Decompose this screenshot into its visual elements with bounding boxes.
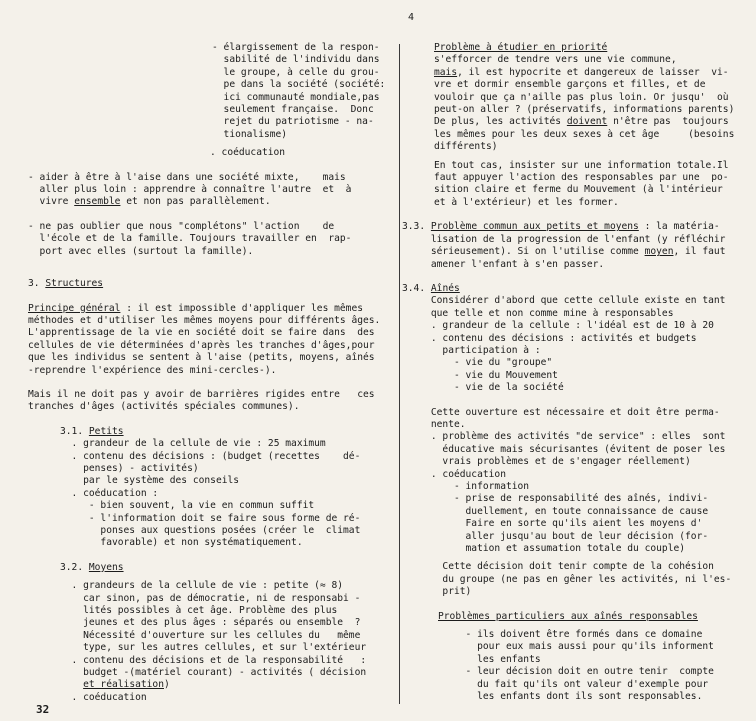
aines-body: Considérer d'abord que cette cellule existe en tant que telle et non comme mine à responsables . grandeur de la cellule : l'idéal est de 10 à 20 . contenu des décisions : activités et budgets participation à : - vie du "groupe" - vie du Mouvement - vie de la société [430, 295, 726, 394]
mixte-paragraph: - aider à être à l'aise dans une société mixte, mais aller plus loin : apprendre à connaître l'autre et à vivre ensemble et non pas parallèlement. [28, 171, 352, 208]
section-heading: 3. Structures [28, 278, 104, 290]
subsection-title: Moyens [88, 561, 124, 573]
particuliers-title: Problèmes particuliers aux aînés responsables [438, 610, 698, 622]
page-top-mark: 4 [408, 12, 415, 23]
commun-paragraph: 3.3. Problème commun aux petits et moyens : la matéria- lisation de la progression de l'enfant (y réfléchir sérieusement). Si on l'utilise comme moyen, il faut amener l'enfant à s'en passer. [402, 221, 726, 270]
intro-list [212, 42, 400, 160]
probleme-paragraph: s'efforcer de tendre vers une vie commune, mais, il est hypocrite et dangereux de laisser vi- vre et dormir ensemble garçons et filles, et de vouloir que ça n'aille pas plus loin. Or jusqu' où peut-on aller ? (préservatifs, informations parents) De plus, les activités doivent n'être pas toujours les mêmes pour les deux sexes à cet âge (besoins différents) [434, 54, 735, 153]
list-item: - élargissement de la respon- sabilité de l'individu dans le groupe, à celle du grou- pe dans la société (société: ici communauté mondiale,pas seulement française. Donc rejet du patriotisme - na- tionalisme) [212, 42, 386, 140]
petits-body: . grandeur de la cellule de vie : 25 maximum . contenu des décisions : (budget (recettes dé- penses) - activités) par le système des conseils . coéducation : - bien souvent, la vie en commun suffit - l'information doit se faire sous forme de ré- ponses aux questions posées (créer le climat favorable) et non systématiquement. [71, 438, 361, 549]
completons-paragraph: - ne pas oublier que nous "complétons" l'action de l'école et de la famille. Toujours travailler en rap- port avec elles (surtout la famille). [28, 220, 352, 257]
principe-label: Principe général [28, 302, 121, 314]
right-column [402, 42, 742, 704]
particuliers-body: - ils doivent être formés dans ce domaine pour eux mais aussi pour qu'ils informent les enfants - leur décision doit en outre tenir compte du fait qu'ils ont valeur d'exemple pour les enfants dont ils sont responsables. [465, 629, 714, 703]
cohesion-paragraph: Cette décision doit tenir compte de la cohésion du groupe (ne pas en gêner les activités, ni l'es- prit) [442, 561, 732, 598]
subsection-heading: 3.1. Petits [60, 425, 124, 437]
en-tout-cas-paragraph: En tout cas, insister sur une information totale.Il faut appuyer l'action des responsables par une po- sition claire et ferme du Mouvement (à l'intérieur et à l'extérieur) et les former. [434, 159, 729, 208]
left-column [28, 42, 400, 704]
subsection-heading: 3.4. Aînés [402, 282, 460, 294]
subsection-title: Petits [88, 425, 124, 437]
list-item: . coéducation [210, 147, 286, 159]
subsection-petits [60, 426, 400, 705]
emphasis-realisation: et réalisation [83, 679, 164, 691]
emphasis-mais: mais [434, 66, 458, 78]
probleme-priorite [434, 42, 742, 209]
commun-title: Problème commun aux petits et moyens [430, 221, 639, 233]
barrieres-paragraph: Mais il ne doit pas y avoir de barrières rigides entre ces tranches d'âges (activités spéciales communes). [28, 388, 375, 413]
page-number: 32 [36, 703, 50, 716]
subsection-heading: 3.2. Moyens [60, 561, 124, 573]
ouverture-paragraph: Cette ouverture est nécessaire et doit être perma- nente. . problème des activités "de service" : elles sont éducative mais sécurisantes (évitent de poser les vrais problèmes et de s'engager réellement) . coéducation - information - prise de responsabilité des aînés, indivi- duellement, en toute connaissance de cause Faire en sorte qu'ils aient les moyens d' aller jusqu'au bout de leur décision (for- mation et assumation totale du couple) [430, 406, 726, 555]
principe-paragraph: Principe général : il est impossible d'appliquer les mêmes méthodes et d'utiliser les mêmes moyens pour différents âges. L'apprentissage de la vie en société doit se faire dans des cellules de vie déterminées d'après les tranches d'âges,pour que les individus se sentent à l'aise (petits, moyens, aînés -reprendre l'expérience des mini-cercles-). [28, 302, 381, 376]
emphasis-ensemble: ensemble [74, 196, 121, 208]
subsection-title: Aînés [430, 282, 460, 294]
emphasis-moyen: moyen [644, 246, 674, 258]
emphasis-doivent: doivent [566, 116, 608, 128]
moyens-body: . grandeurs de la cellule de vie : petite (≈ 8) car sinon, pas de démocratie, ni de responsabi - lités possibles à cet âge. Problème des plus jeunes et des plus âges : séparés ou ensemble ? Nécessité d'ouverture sur les cellules du même type, sur les autres cellules, et sur l'extérieur . contenu des décisions et de la responsabilité : budget -(matériel courant) - activités ( décision et réalisation) . coéducation [71, 580, 367, 703]
section-title: Structures [45, 278, 104, 290]
probleme-title: Problème à étudier en priorité [434, 42, 608, 53]
